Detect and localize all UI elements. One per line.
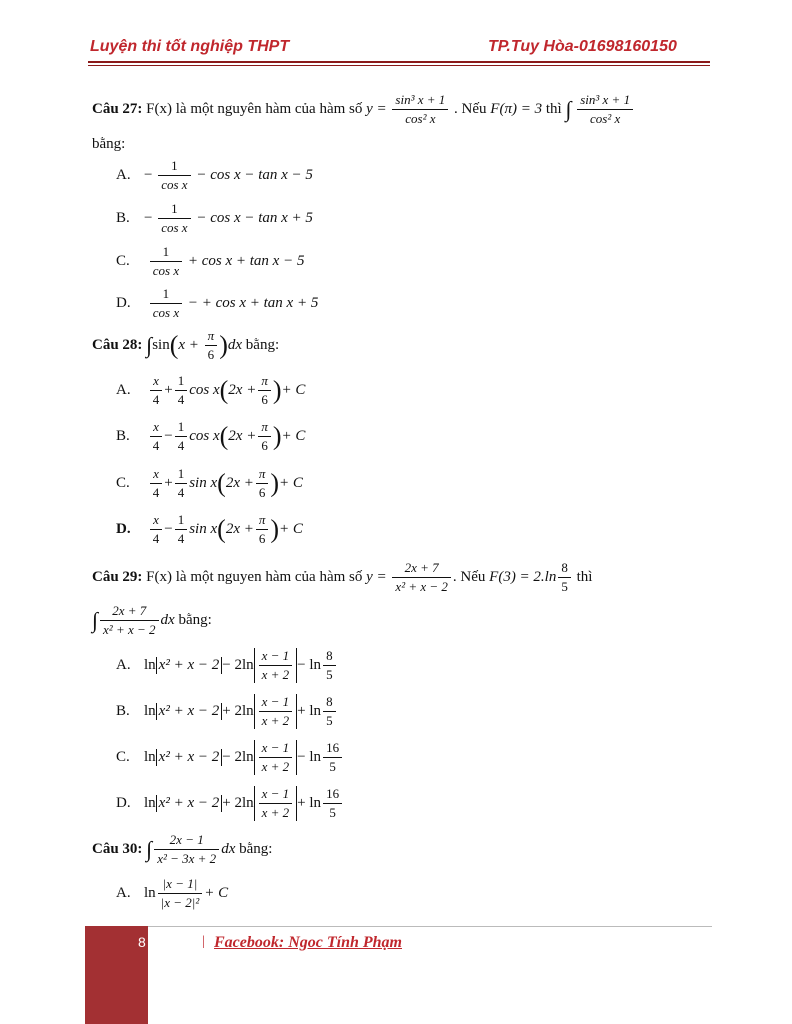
q29-option-b: B. ln x² + x − 2 + 2ln $\frac{x - 1}{x + 2}$ + ln $\frac{8}{5}$ (116, 694, 338, 729)
header-rule-thin (88, 65, 710, 66)
q30-option-a: A. ln $\frac{|x - 1|}{\text{|x − 2|²}}$ + C (116, 876, 229, 910)
header-left: Luyện thi tốt nghiệp THPT (90, 38, 290, 55)
q27-function-fraction: $\frac{\text{sin³ x + 1}}{\text{cos² x}}$ (392, 92, 448, 127)
q27-option-c: C. $\frac{1}{\text{cos x}}$ + cos x + tan x − 5 (116, 244, 305, 278)
q28-option-b: B. $\frac{x}{4}$ − $\frac{1}{4}$ cos x(2x + $\frac{\pi}{6}$ )+ C (116, 419, 306, 453)
q28-stem: Câu 28: ∫sin(x + $\frac{\pi}{6}$ )dx bằng: (92, 328, 280, 362)
q28-option-a: A. $\frac{x}{4}$ + $\frac{1}{4}$ cos x(2x + $\frac{\pi}{6}$ )+ C (116, 373, 306, 407)
q29-option-c: C. ln x² + x − 2 − 2ln $\frac{x - 1}{x + 2}$ − ln $\frac{16}{5}$ (116, 740, 344, 775)
q29-integral: ∫ $\frac{2x + 7}{\text{x² + x − 2}}$ dx bằng: (92, 603, 212, 637)
footer-rule (148, 926, 712, 927)
q30-stem: Câu 30: ∫ $\frac{2x - 1}{\text{x² − 3x + 2}}$ dx bằng: (92, 832, 273, 866)
header-rule (88, 61, 710, 63)
q29-stem: Câu 29: F(x) là một nguyen hàm của hàm số y = $\frac{2x + 7}{\text{x² + x − 2}}$ . Nếu F(3) = 2.ln $\frac{8}{5}$ thì (92, 560, 593, 594)
q29-option-a: A. ln x² + x − 2 − 2ln $\frac{x - 1}{x + 2}$ − ln $\frac{8}{5}$ (116, 648, 338, 683)
q27-tail: bằng: (92, 136, 126, 152)
q28-option-d: D. $\frac{x}{4}$ − $\frac{1}{4}$ sin x(2x + $\frac{\pi}{6}$ )+ C (116, 512, 303, 546)
q27-option-d: D. $\frac{1}{\text{cos x}}$ − + cos x + tan x + 5 (116, 286, 319, 320)
q27-option-a: A. − $\frac{1}{\text{cos x}}$ − cos x − tan x − 5 (116, 158, 313, 192)
page-number: 8 (138, 934, 146, 950)
facebook-link[interactable]: Facebook: Ngoc Tính Phạm (214, 934, 402, 951)
q27-option-b: B. − $\frac{1}{\text{cos x}}$ − cos x − tan x + 5 (116, 201, 313, 235)
q29-option-d: D. ln x² + x − 2 + 2ln $\frac{x - 1}{x + 2}$ + ln $\frac{16}{5}$ (116, 786, 344, 821)
q27-stem: Câu 27: F(x) là một nguyên hàm của hàm số y = $\frac{\text{sin³ x + 1}}{\text{cos² x}}$ . Nếu F(π) = 3 thì ∫ $\frac{\text{sin³ x + 1}}{\text{cos² x}}$ (92, 92, 635, 127)
header-right: TP.Tuy Hòa-01698160150 (488, 38, 677, 55)
footer-separator: | (202, 934, 205, 949)
q28-option-c: C. $\frac{x}{4}$ + $\frac{1}{4}$ sin x(2x + $\frac{\pi}{6}$ )+ C (116, 466, 303, 500)
